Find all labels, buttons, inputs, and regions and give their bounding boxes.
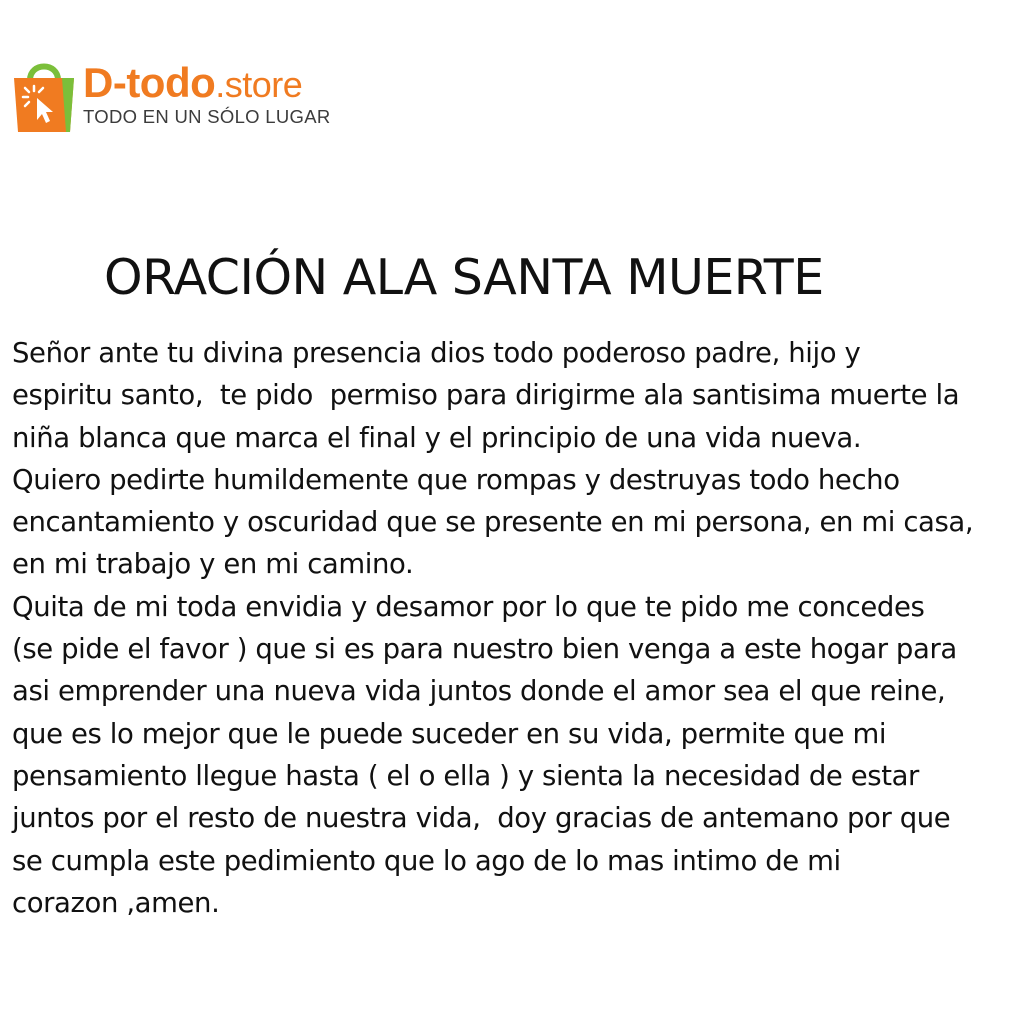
prayer-line: (se pide el favor ) que si es para nuestro bien venga a este hogar para xyxy=(12,633,957,666)
brand-wordmark xyxy=(83,60,331,128)
brand-tld: .store xyxy=(215,64,303,105)
prayer-line: en mi trabajo y en mi camino. xyxy=(12,548,414,581)
prayer-line: se cumpla este pedimiento que lo ago de lo mas intimo de mi xyxy=(12,844,841,877)
prayer-line: pensamiento llegue hasta ( el o ella ) y sienta la necesidad de estar xyxy=(12,759,919,792)
prayer-title: ORACIÓN ALA SANTA MUERTE xyxy=(104,249,824,306)
shopping-bag-cursor-icon xyxy=(10,56,78,134)
prayer-line: Quita de mi toda envidia y desamor por lo que te pido me concedes xyxy=(12,590,925,623)
prayer-line: encantamiento y oscuridad que se presente en mi persona, en mi casa, xyxy=(12,506,974,539)
store-logo xyxy=(10,56,350,136)
prayer-line: asi emprender una nueva vida juntos donde el amor sea el que reine, xyxy=(12,675,946,708)
prayer-line: corazon ,amen. xyxy=(12,886,220,919)
prayer-line: juntos por el resto de nuestra vida, doy gracias de antemano por que xyxy=(12,802,951,835)
prayer-line: que es lo mejor que le puede suceder en su vida, permite que mi xyxy=(12,717,887,750)
prayer-text xyxy=(12,332,1016,924)
prayer-line: espiritu santo, te pido permiso para dirigirme ala santisima muerte la xyxy=(12,379,960,412)
brand-name-row xyxy=(83,60,331,108)
prayer-line: Quiero pedirte humildemente que rompas y destruyas todo hecho xyxy=(12,463,900,496)
prayer-line: niña blanca que marca el final y el principio de una vida nueva. xyxy=(12,421,862,454)
prayer-line: Señor ante tu divina presencia dios todo poderoso padre, hijo y xyxy=(12,337,861,369)
brand-name: D-todo xyxy=(83,59,216,106)
brand-tagline: TODO EN UN SÓLO LUGAR xyxy=(83,106,331,127)
